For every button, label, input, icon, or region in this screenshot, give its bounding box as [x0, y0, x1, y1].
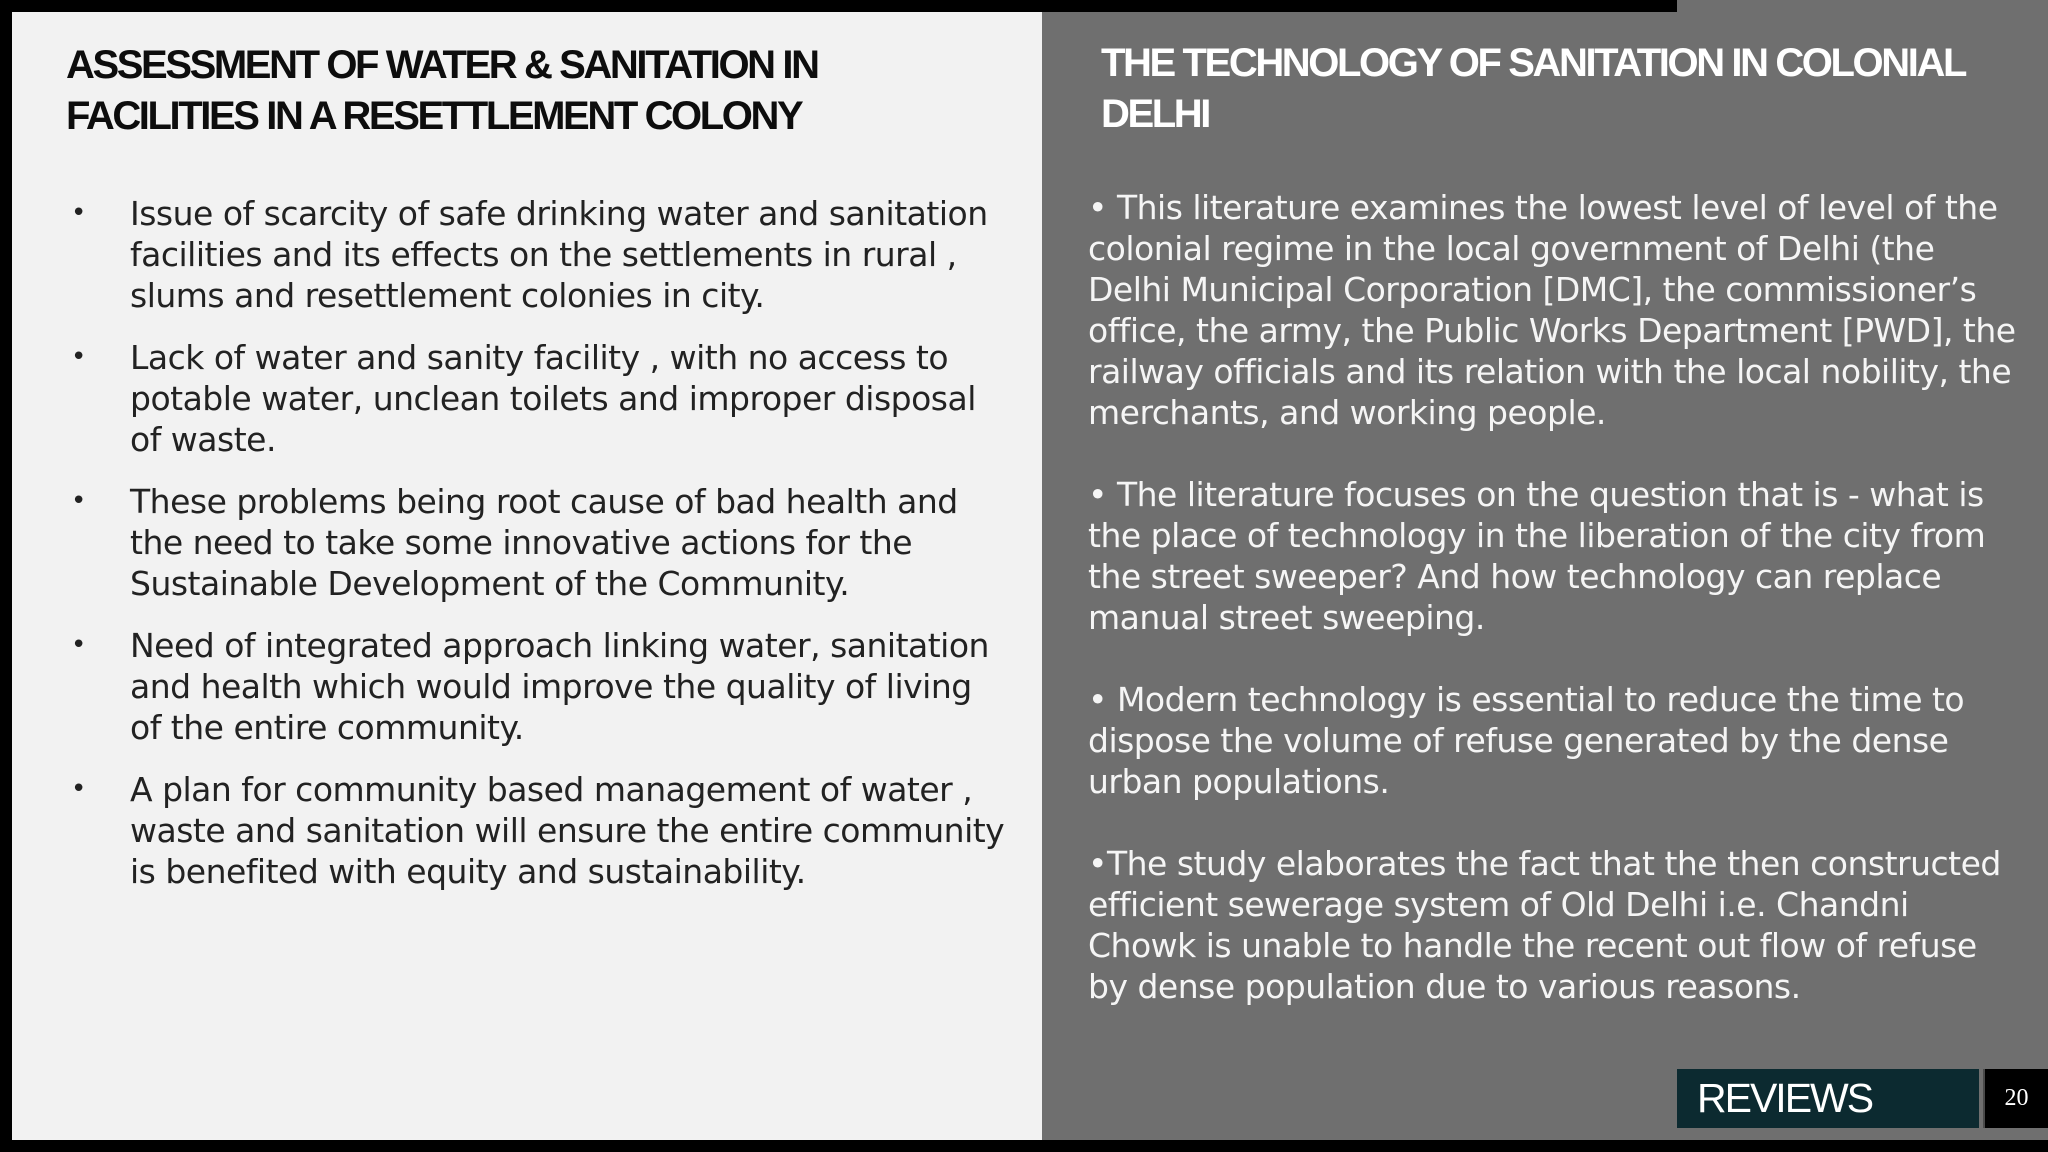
- right-paragraph: •The study elaborates the fact that the then constructed efficient sewerage system of Old Delhi i.e. Chandni Chowk is unable to handle the recent out flow of refuse by dense population due to various reasons.: [1088, 844, 2001, 1006]
- left-bullet-item: [66, 481, 1006, 604]
- left-bullet-item: [66, 769, 1006, 892]
- reviews-section-label: REVIEWS: [1677, 1069, 1979, 1128]
- page-number: 20: [1983, 1069, 2048, 1128]
- left-bullet-item: [66, 337, 1006, 460]
- left-bullet-item: [66, 625, 1006, 748]
- right-title: THE TECHNOLOGY OF SANITATION IN COLONIAL DELHI: [1101, 41, 1965, 136]
- right-body: [1088, 187, 2023, 1048]
- top-right-strip: [1677, 0, 2048, 12]
- bullet-dot: •: [71, 774, 86, 804]
- left-bullet-text: Need of integrated approach linking water, sanitation and health which would improve the quality of living of the entire community.: [130, 626, 989, 747]
- bullet-dot: •: [71, 198, 86, 228]
- right-paragraph: • This literature examines the lowest level of level of the colonial regime in the local government of Delhi (the Delhi Municipal Corporation [DMC], the commissioner’s office, the army, the Public Works Department [PWD], the railway officials and its relation with the local nobility, the merchants, and working people.: [1088, 188, 2016, 432]
- right-paragraph: • Modern technology is essential to reduce the time to dispose the volume of refuse generated by the dense urban populations.: [1088, 680, 1965, 801]
- bullet-dot: •: [71, 342, 86, 372]
- left-bullet-text: Lack of water and sanity facility , with no access to potable water, unclean toilets and improper disposal of waste.: [130, 338, 976, 459]
- right-paragraph: • The literature focuses on the question that is - what is the place of technology in the liberation of the city from the street sweeper? And how technology can replace manual street sweeping.: [1088, 475, 1986, 637]
- left-bullet-list: [66, 193, 1006, 913]
- left-title: ASSESSMENT OF WATER & SANITATION IN FACILITIES IN A RESETTLEMENT COLONY: [66, 43, 818, 138]
- bullet-dot: •: [71, 630, 86, 660]
- left-bullet-item: [66, 193, 1006, 316]
- left-bullet-text: Issue of scarcity of safe drinking water and sanitation facilities and its effects on the settlements in rural , slums and resettlement colonies in city.: [130, 194, 988, 315]
- left-bullet-text: These problems being root cause of bad health and the need to take some innovative actions for the Sustainable Development of the Community.: [130, 482, 958, 603]
- left-bullet-text: A plan for community based management of water , waste and sanitation will ensure the entire community is benefited with equity and sustainability.: [130, 770, 1005, 891]
- bullet-dot: •: [71, 486, 86, 516]
